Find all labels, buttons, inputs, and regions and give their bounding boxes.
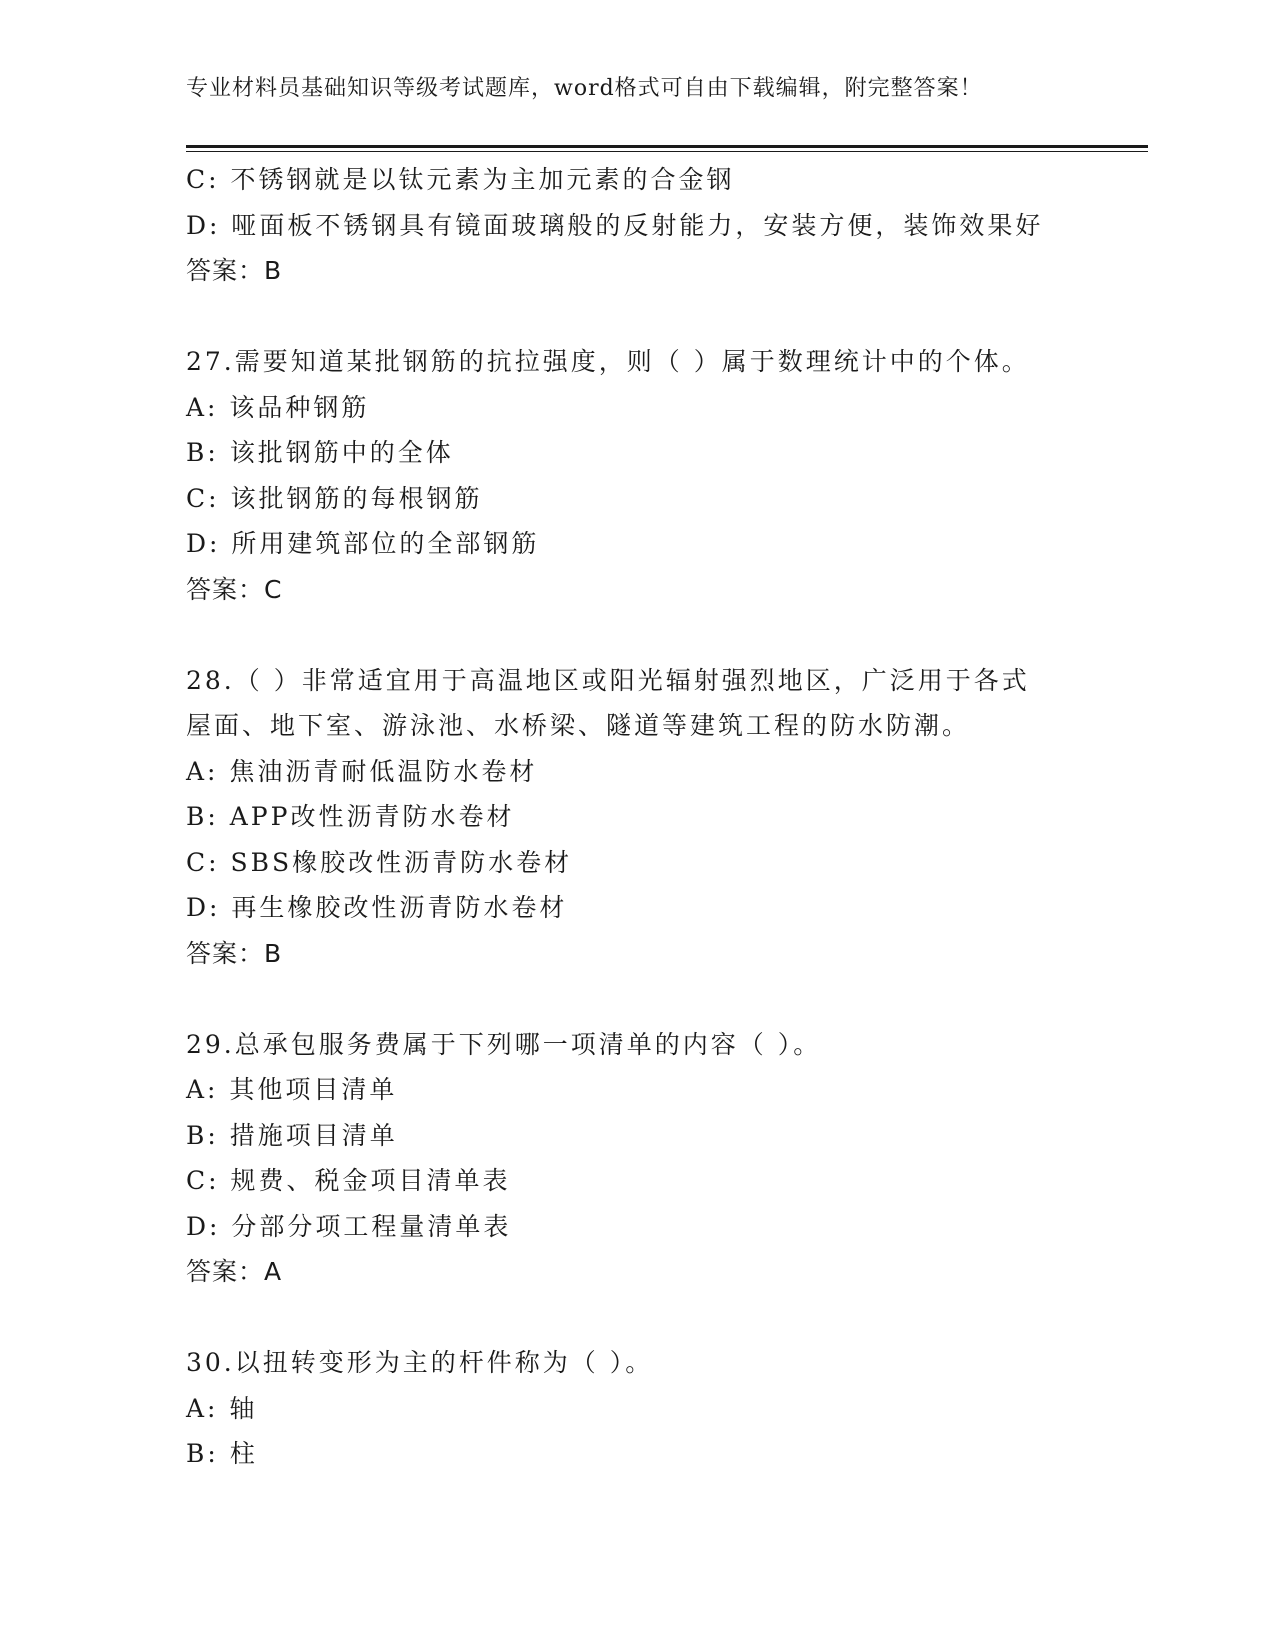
question-block-26 [186,157,1146,294]
question-stem: 30.以扭转变形为主的杆件称为（ ）。 [186,1348,654,1377]
option-a: A: 其他项目清单 [186,1075,398,1104]
question-block-28 [186,658,1146,977]
option-a: A: 焦油沥青耐低温防水卷材 [186,756,538,786]
answer-line: 答案：C [186,574,283,604]
option-c: C: 不锈钢就是以钛元素为主加元素的合金钢 [186,165,735,194]
spacer [186,976,1146,1022]
option-d: D: 所用建筑部位的全部钢筋 [186,529,540,558]
option-d: D: 再生橡胶改性沥青防水卷材 [186,893,568,922]
option-b: B: 该批钢筋中的全体 [186,438,454,467]
document-body [186,157,1146,1477]
option-b: B: 柱 [186,1439,258,1468]
option-d: D: 哑面板不锈钢具有镜面玻璃般的反射能力，安装方便，装饰效果好 [186,210,1044,240]
option-c: C: 规费、税金项目清单表 [186,1166,511,1195]
question-block-30 [186,1340,1146,1477]
question-stem: 27.需要知道某批钢筋的抗拉强度，则（ ）属于数理统计中的个体。 [186,347,1030,376]
header-rule-thin [186,151,1148,152]
question-stem: 28.（ ）非常适宜用于高温地区或阳光辐射强烈地区，广泛用于各式 [186,665,1030,695]
question-stem-continued: 屋面、地下室、游泳池、水桥梁、隧道等建筑工程的防水防潮。 [186,711,971,740]
answer-line: 答案：B [186,938,283,968]
answer-line: 答案：B [186,256,283,285]
option-d: D: 分部分项工程量清单表 [186,1211,512,1241]
question-block-29 [186,1022,1146,1295]
question-block-27 [186,339,1146,612]
page-header: 专业材料员基础知识等级考试题库，word格式可自由下载编辑，附完整答案！ [186,76,983,101]
spacer [186,1295,1146,1341]
option-c: C: SBS橡胶改性沥青防水卷材 [186,847,573,877]
spacer [186,612,1146,658]
question-stem: 29.总承包服务费属于下列哪一项清单的内容（ ）。 [186,1029,822,1059]
option-b: B: APP改性沥青防水卷材 [186,802,515,831]
option-a: A: 该品种钢筋 [186,392,370,422]
answer-line: 答案：A [186,1257,283,1286]
option-b: B: 措施项目清单 [186,1120,398,1150]
spacer [186,294,1146,340]
header-rule-thick [186,145,1148,148]
option-a: A: 轴 [186,1393,258,1423]
option-c: C: 该批钢筋的每根钢筋 [186,483,483,513]
